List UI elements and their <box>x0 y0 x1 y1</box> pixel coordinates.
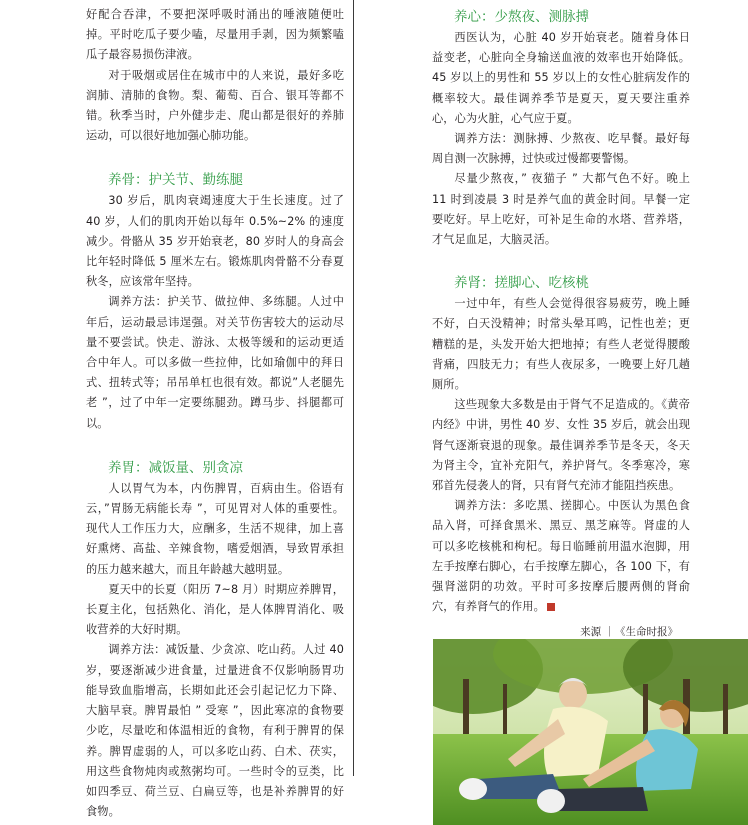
bones-paragraph-2: 调养方法：护关节、做拉伸、多练腿。人过中年后，运动最忌讳逞强。对关节伤害较大的运动尽量不要尝试。快走、游泳、太极等缓和的运动更适合中年人。可以多做一些拉伸，比如瑜伽中的拜日式、扭转式等；吊吊单杠也很有效。都说”人老腿先老 ”，过了中年一定要练腿劲。蹲马步、抖腿都可以。 <box>86 295 344 430</box>
section-heading-stomach: 养胃：减饭量、别贪凉 <box>108 459 243 476</box>
kidney-paragraph-3 <box>432 496 690 617</box>
source-credit: 来源 ｜《生命时报》 <box>580 626 678 639</box>
section-heading-kidney: 养肾：搓脚心、吃核桃 <box>454 275 589 292</box>
stretching-couple-photo <box>433 639 748 825</box>
column-divider <box>353 0 354 776</box>
intro-paragraph-2: 对于吸烟或居住在城市中的人来说，最好多吃润肺、清肺的食物。梨、葡萄、百合、银耳等都不错。秋季当时，户外健步走、爬山都是很好的养肺运动，可以很好地加强心肺功能。 <box>86 68 344 143</box>
section-heading-bones: 养骨：护关节、勤练腿 <box>108 172 243 189</box>
kidney-paragraph-3-text: 调养方法：多吃黑、搓脚心。中医认为黑色食品入肾，可择食黑米、黑豆、黑芝麻等。肾虚的人可以多吃核桃和枸杞。每日临睡前用温水泡脚，用左手按摩右脚心，右手按摩左脚心，各 100 下，有强肾滋阴的功效。平时可多按摩后腰两侧的肾俞穴，有养肾气的作用。 <box>432 499 690 614</box>
right-column <box>432 6 690 641</box>
park-scene-illustration <box>433 639 748 825</box>
stomach-paragraph-1: 人以胃气为本，内伤脾胃，百病由生。俗语有云，”胃肠无病能长寿 ”，可见胃对人体的重要性。现代人工作压力大，应酬多，生活不规律，加上喜好熏烤、高盐、辛辣食物，嗜爱烟酒，导致胃承担的压力越来越大，而且年龄越大越明显。 <box>86 481 344 576</box>
kidney-paragraph-1: 一过中年，有些人会觉得很容易疲劳，晚上睡不好，白天没精神；时常头晕耳鸣，记性也差；更糟糕的是，头发开始大把地掉；有些人老觉得腰酸背痛，四肢无力；有些人夜尿多，一晚要上好几趟厕所。 <box>432 297 690 392</box>
heart-paragraph-3: 尽量少熬夜，” 夜猫子 ” 大都气色不好。晚上 11 时到凌晨 3 时是养气血的黄金时间。早餐一定要吃好。早上吃好，可补足生命的水塔、营养塔，才气足血足，大脑灵活。 <box>432 172 690 247</box>
intro-paragraph-1: 好配合吞津，不要把深呼吸时涌出的唾液随便吐掉。平时吃瓜子要少嗑，尽量用手剥，因为频繁嗑瓜子最容易损伤津液。 <box>86 8 344 62</box>
kidney-paragraph-2: 这些现象大多数是由于肾气不足造成的。《黄帝内经》中讲，男性 40 岁、女性 35 岁后，就会出现肾气逐渐衰退的现象。最佳调养季节是冬天，冬天为肾主令，宜补充阳气，养护肾气。冬季寒冷，寒邪首先侵袭人的肾，只有肾气充沛才能阻挡疾患。 <box>432 398 690 493</box>
heart-paragraph-1: 西医认为，心脏 40 岁开始衰老。随着身体日益变老，心脏向全身输送血液的效率也开始降低。45 岁以上的男性和 55 岁以上的女性心脏病发作的概率较大。最佳调养季节是夏天，夏天要注重养心，心为火脏，心气应于夏。 <box>432 31 690 125</box>
stomach-paragraph-2: 夏天中的长夏（阳历 7~8 月）时期应养脾胃，长夏主化，包括熟化、消化，是人体脾胃消化、吸收营养的大好时期。 <box>86 582 344 637</box>
section-heading-heart: 养心：少熬夜、测脉搏 <box>454 9 589 25</box>
stomach-paragraph-3: 调养方法：减饭量、少贪凉、吃山药。人过 40 岁，要逐渐减少进食量，过量进食不仅影响肠胃功能导致血脂增高，长期如此还会引起记忆力下降、大脑早衰。脾胃最怕 ” 受寒 ”，因此寒凉的食物要少吃，尽量吃和体温相近的食物，有利于脾胃的保养。脾胃虚弱的人，可以多吃山药、白术、茯实，用这些食物炖肉或熬粥均可。一些时令的豆类，比如四季豆、荷兰豆、白扁豆等，也是补养脾胃的好食物。 <box>86 643 344 819</box>
bones-paragraph-1: 30 岁后，肌肉衰竭速度大于生长速度。过了 40 岁，人们的肌肉开始以每年 0.5%~2% 的速度减少。骨骼从 35 岁开始衰老，80 岁时人的身高会比年轻时降低 5 厘米左右。锻炼肌肉骨骼不分春夏秋冬，应该常年坚持。 <box>86 194 344 289</box>
article-end-mark-icon <box>547 603 555 611</box>
left-column <box>86 5 344 822</box>
heart-paragraph-2: 调养方法：测脉搏、少熬夜、吃早餐。最好每周自测一次脉搏，过快或过慢都要警惕。 <box>432 132 690 166</box>
